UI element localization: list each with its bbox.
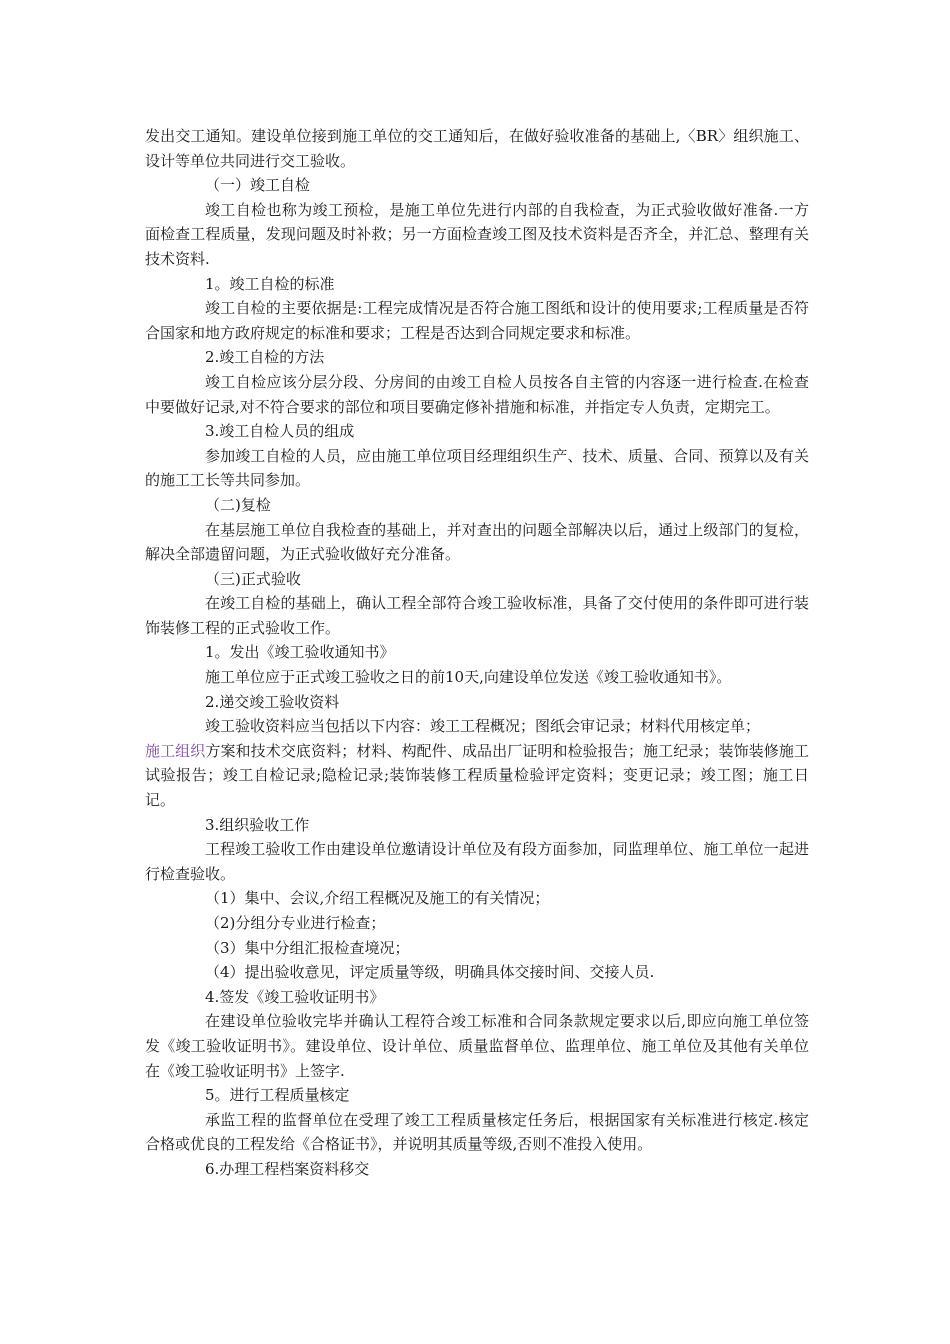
paragraph-self-inspection-personnel: 参加竣工自检的人员，应由施工单位项目经理组织生产、技术、质量、合同、预算以及有关的施工工长等共同参加。	[145, 446, 809, 490]
heading-reinspection: （二)复检	[205, 495, 271, 514]
paragraph-issue-notice: 施工单位应于正式竣工验收之日的前10天,向建设单位发送《竣工验收通知书》。	[205, 668, 732, 687]
paragraph-submit-materials: 竣工验收资料应当包括以下内容：竣工工程概况；图纸会审记录；材料代用核定单；	[205, 717, 761, 736]
paragraph-self-inspection: 竣工自检也称为竣工预检，是施工单位先进行内部的自我检查，为正式验收做好准备.一方面检查工程质量，发现问题及时补救；另一方面检查竣工图及技术资料是否齐全，并汇总、整理有关技术资料.	[145, 200, 809, 268]
paragraph-organize-acceptance: 工程竣工验收工作由建设单位邀请设计单位及有段方面参加，同监理单位、施工单位一起进行检查验收。	[145, 840, 809, 883]
heading-formal-acceptance: （三)正式验收	[205, 569, 301, 588]
list-item-group-inspection: （2)分组分专业进行检查；	[205, 914, 386, 932]
heading-issue-certificate: 4.签发《竣工验收证明书》	[205, 987, 385, 1006]
heading-self-inspection-standard: 1。竣工自检的标准	[205, 274, 335, 293]
paragraph-self-inspection-method: 竣工自检应该分层分段、分房间的由竣工自检人员按各自主管的内容逐一进行检查.在检查中要做好记录,对不符合要求的部位和项目要确定修补措施和标准，并指定专人负责，定期完工。	[145, 372, 809, 416]
paragraph-submit-materials-text: 方案和技术交底资料；材料、构配件、成品出厂证明和检验报告；施工纪录；装饰装修施工试验报告；竣工自检记录;隐检记录;装饰装修工程质量检验评定资料；变更记录；竣工图；施工日记。	[145, 741, 809, 810]
heading-self-inspection-method: 2.竣工自检的方法	[205, 348, 325, 367]
heading-organize-acceptance: 3.组织验收工作	[205, 815, 310, 834]
paragraph-formal-acceptance: 在竣工自检的基础上，确认工程全部符合竣工验收标准，具备了交付使用的条件即可进行装饰装修工程的正式验收工作。	[145, 594, 809, 637]
heading-self-inspection: （一）竣工自检	[205, 176, 311, 195]
heading-submit-materials: 2.递交竣工验收资料	[205, 692, 340, 711]
paragraph-quality-verification: 承监工程的监督单位在受理了竣工工程质量核定任务后，根据国家有关标准进行核定.核定合格或优良的工程发给《合格证书》，并说明其质量等级,否则不准投入使用。	[145, 1110, 809, 1154]
paragraph-issue-certificate: 在建设单位验收完毕并确认工程符合竣工标准和合同条款规定要求以后,即应向施工单位签发《竣工验收证明书》。建设单位、设计单位、质量监督单位、监理单位、施工单位及其他有关单位在《竣工验收证明书》上签字.	[145, 1012, 809, 1080]
construction-organization-link[interactable]: 施工组织	[145, 741, 206, 760]
list-item-meeting: （1）集中、会议,介绍工程概况及施工的有关情况；	[205, 889, 550, 908]
heading-quality-verification: 5。进行工程质量核定	[205, 1086, 350, 1105]
paragraph-handover-notice: 发出交工通知。建设单位接到施工单位的交工通知后，在做好验收准备的基础上,〈BR〉组织施工、设计等单位共同进行交工验收。	[145, 127, 809, 170]
heading-archive-transfer: 6.办理工程档案资料移交	[205, 1159, 370, 1178]
heading-self-inspection-personnel: 3.竣工自检人员的组成	[205, 422, 355, 441]
list-item-acceptance-opinion: （4）提出验收意见，评定质量等级，明确具体交接时间、交接人员.	[205, 963, 655, 982]
paragraph-submit-materials-continued	[145, 739, 809, 813]
document-body	[145, 124, 809, 1182]
list-item-group-report: （3）集中分组汇报检查境况；	[205, 938, 410, 957]
paragraph-self-inspection-standard: 竣工自检的主要依据是:工程完成情况是否符合施工图纸和设计的使用要求;工程质量是否符合国家和地方政府规定的标准和要求；工程是否达到合同规定要求和标准。	[145, 299, 809, 342]
heading-issue-notice: 1。发出《竣工验收通知书》	[205, 643, 395, 662]
paragraph-reinspection: 在基层施工单位自我检查的基础上，并对查出的问题全部解决以后，通过上级部门的复检，解决全部遗留问题，为正式验收做好充分准备。	[145, 520, 809, 564]
